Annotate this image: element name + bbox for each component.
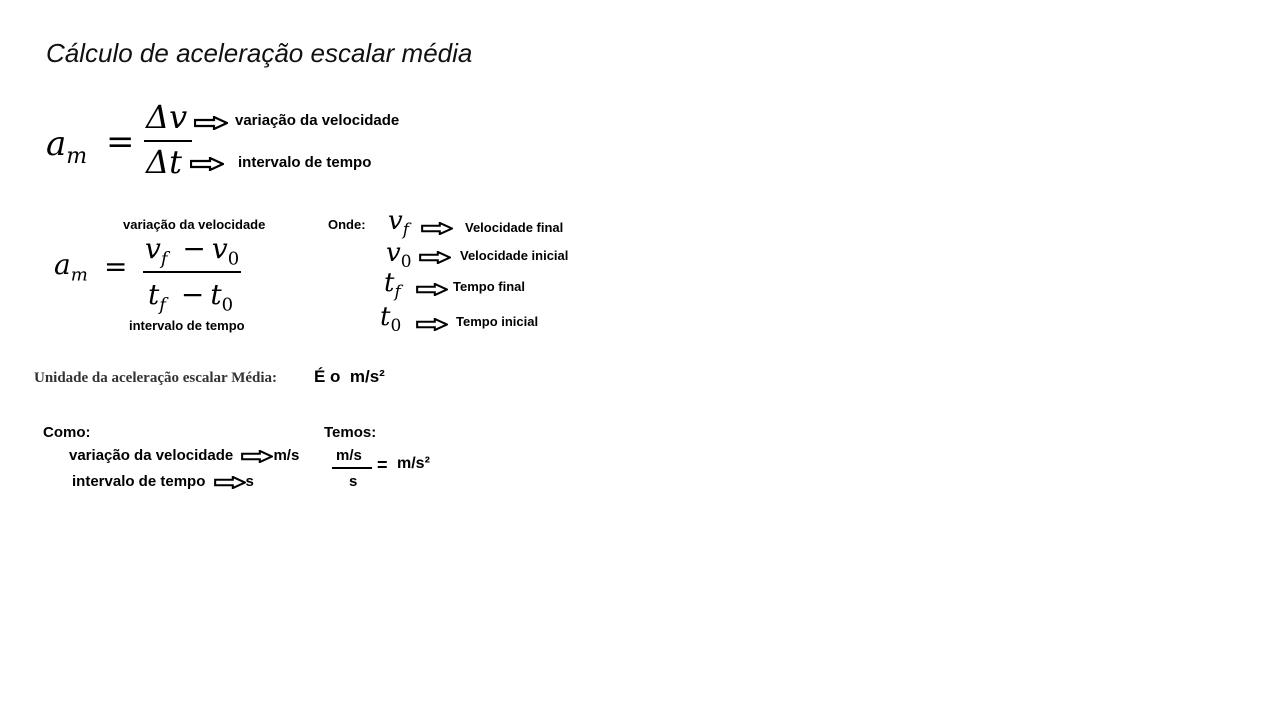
onde-item-sym: v bbox=[388, 206, 403, 236]
page-title: Cálculo de aceleração escalar média bbox=[46, 38, 473, 68]
onde-item-desc: Velocidade inicial bbox=[460, 248, 569, 263]
onde-item-desc: Velocidade final bbox=[465, 220, 564, 235]
onde-item-desc: Tempo final bbox=[453, 279, 525, 294]
temos-denominator: s bbox=[349, 473, 358, 490]
eq2-denominator bbox=[148, 278, 233, 316]
arrow-icon bbox=[241, 450, 273, 463]
eq1-numerator: Δv bbox=[146, 98, 188, 136]
eq1-denominator: Δt bbox=[146, 143, 182, 181]
eq1-num-arrow-icon bbox=[194, 116, 228, 130]
eq2-num-b-sub: 0 bbox=[227, 248, 240, 270]
eq1-lhs bbox=[46, 124, 87, 169]
eq2-top-label: variação da velocidade bbox=[123, 217, 266, 232]
eq2-numerator bbox=[145, 232, 239, 270]
eq1-lhs-sub: m bbox=[66, 143, 88, 169]
eq2-den-a: t bbox=[148, 278, 160, 311]
eq1-den-label: intervalo de tempo bbox=[238, 154, 372, 171]
onde-item-sub: 0 bbox=[400, 252, 412, 273]
como-row2-unit: s bbox=[245, 473, 254, 490]
unidade-value: É o m/s² bbox=[314, 367, 385, 386]
temos-numerator: m/s bbox=[336, 447, 362, 464]
onde-item-symbol bbox=[384, 268, 401, 302]
eq2-lhs-base: a bbox=[54, 248, 71, 281]
temos-label: Temos: bbox=[324, 424, 377, 441]
como-row-2 bbox=[72, 473, 254, 490]
eq2-fraction-line bbox=[143, 271, 241, 273]
onde-item-desc: Tempo inicial bbox=[456, 314, 539, 329]
como-row1-text: variação da velocidade bbox=[69, 447, 234, 464]
onde-item-sym: t bbox=[384, 268, 395, 298]
como-label: Como: bbox=[43, 424, 91, 441]
onde-label: Onde: bbox=[328, 217, 366, 232]
eq2-lhs-sub: m bbox=[70, 264, 88, 286]
eq1-fraction-line bbox=[144, 140, 192, 142]
arrow-icon bbox=[416, 283, 448, 296]
eq2-den-a-sub: f bbox=[159, 294, 166, 316]
eq2-lhs bbox=[54, 248, 88, 286]
temos-fraction-line bbox=[332, 467, 372, 469]
eq1-equals: = bbox=[106, 122, 135, 162]
temos-equals: = bbox=[377, 455, 388, 475]
onde-item-symbol bbox=[380, 302, 401, 336]
onde-item-sym: v bbox=[386, 238, 401, 268]
eq2-den-b-sub: 0 bbox=[221, 294, 234, 316]
como-row2-text: intervalo de tempo bbox=[72, 473, 206, 490]
como-row-1 bbox=[69, 447, 299, 464]
eq2-num-b: v bbox=[211, 232, 228, 265]
como-row1-unit: m/s bbox=[273, 447, 300, 464]
eq1-num-label: variação da velocidade bbox=[235, 112, 400, 129]
temos-result: m/s² bbox=[397, 455, 430, 472]
eq2-num-a: v bbox=[145, 232, 161, 265]
eq1-den-arrow-icon bbox=[190, 157, 224, 171]
onde-item-symbol bbox=[388, 206, 409, 240]
onde-item-sub: f bbox=[394, 282, 401, 303]
eq1-lhs-base: a bbox=[46, 124, 67, 164]
eq2-num-a-sub: f bbox=[160, 248, 168, 270]
eq2-equals: = bbox=[104, 250, 128, 283]
unidade-label: Unidade da aceleração escalar Média: bbox=[34, 370, 278, 386]
arrow-icon bbox=[416, 318, 448, 331]
arrow-icon bbox=[214, 476, 246, 489]
arrow-icon bbox=[421, 222, 453, 235]
onde-item-sub: f bbox=[402, 220, 409, 241]
eq2-den-b: t bbox=[210, 278, 222, 311]
eq2-den-op: − bbox=[180, 278, 205, 311]
eq2-bottom-label: intervalo de tempo bbox=[129, 318, 245, 333]
onde-item-sym: t bbox=[380, 302, 391, 332]
arrow-icon bbox=[419, 251, 451, 264]
onde-item-sub: 0 bbox=[390, 316, 402, 337]
eq2-num-op: − bbox=[182, 232, 206, 265]
